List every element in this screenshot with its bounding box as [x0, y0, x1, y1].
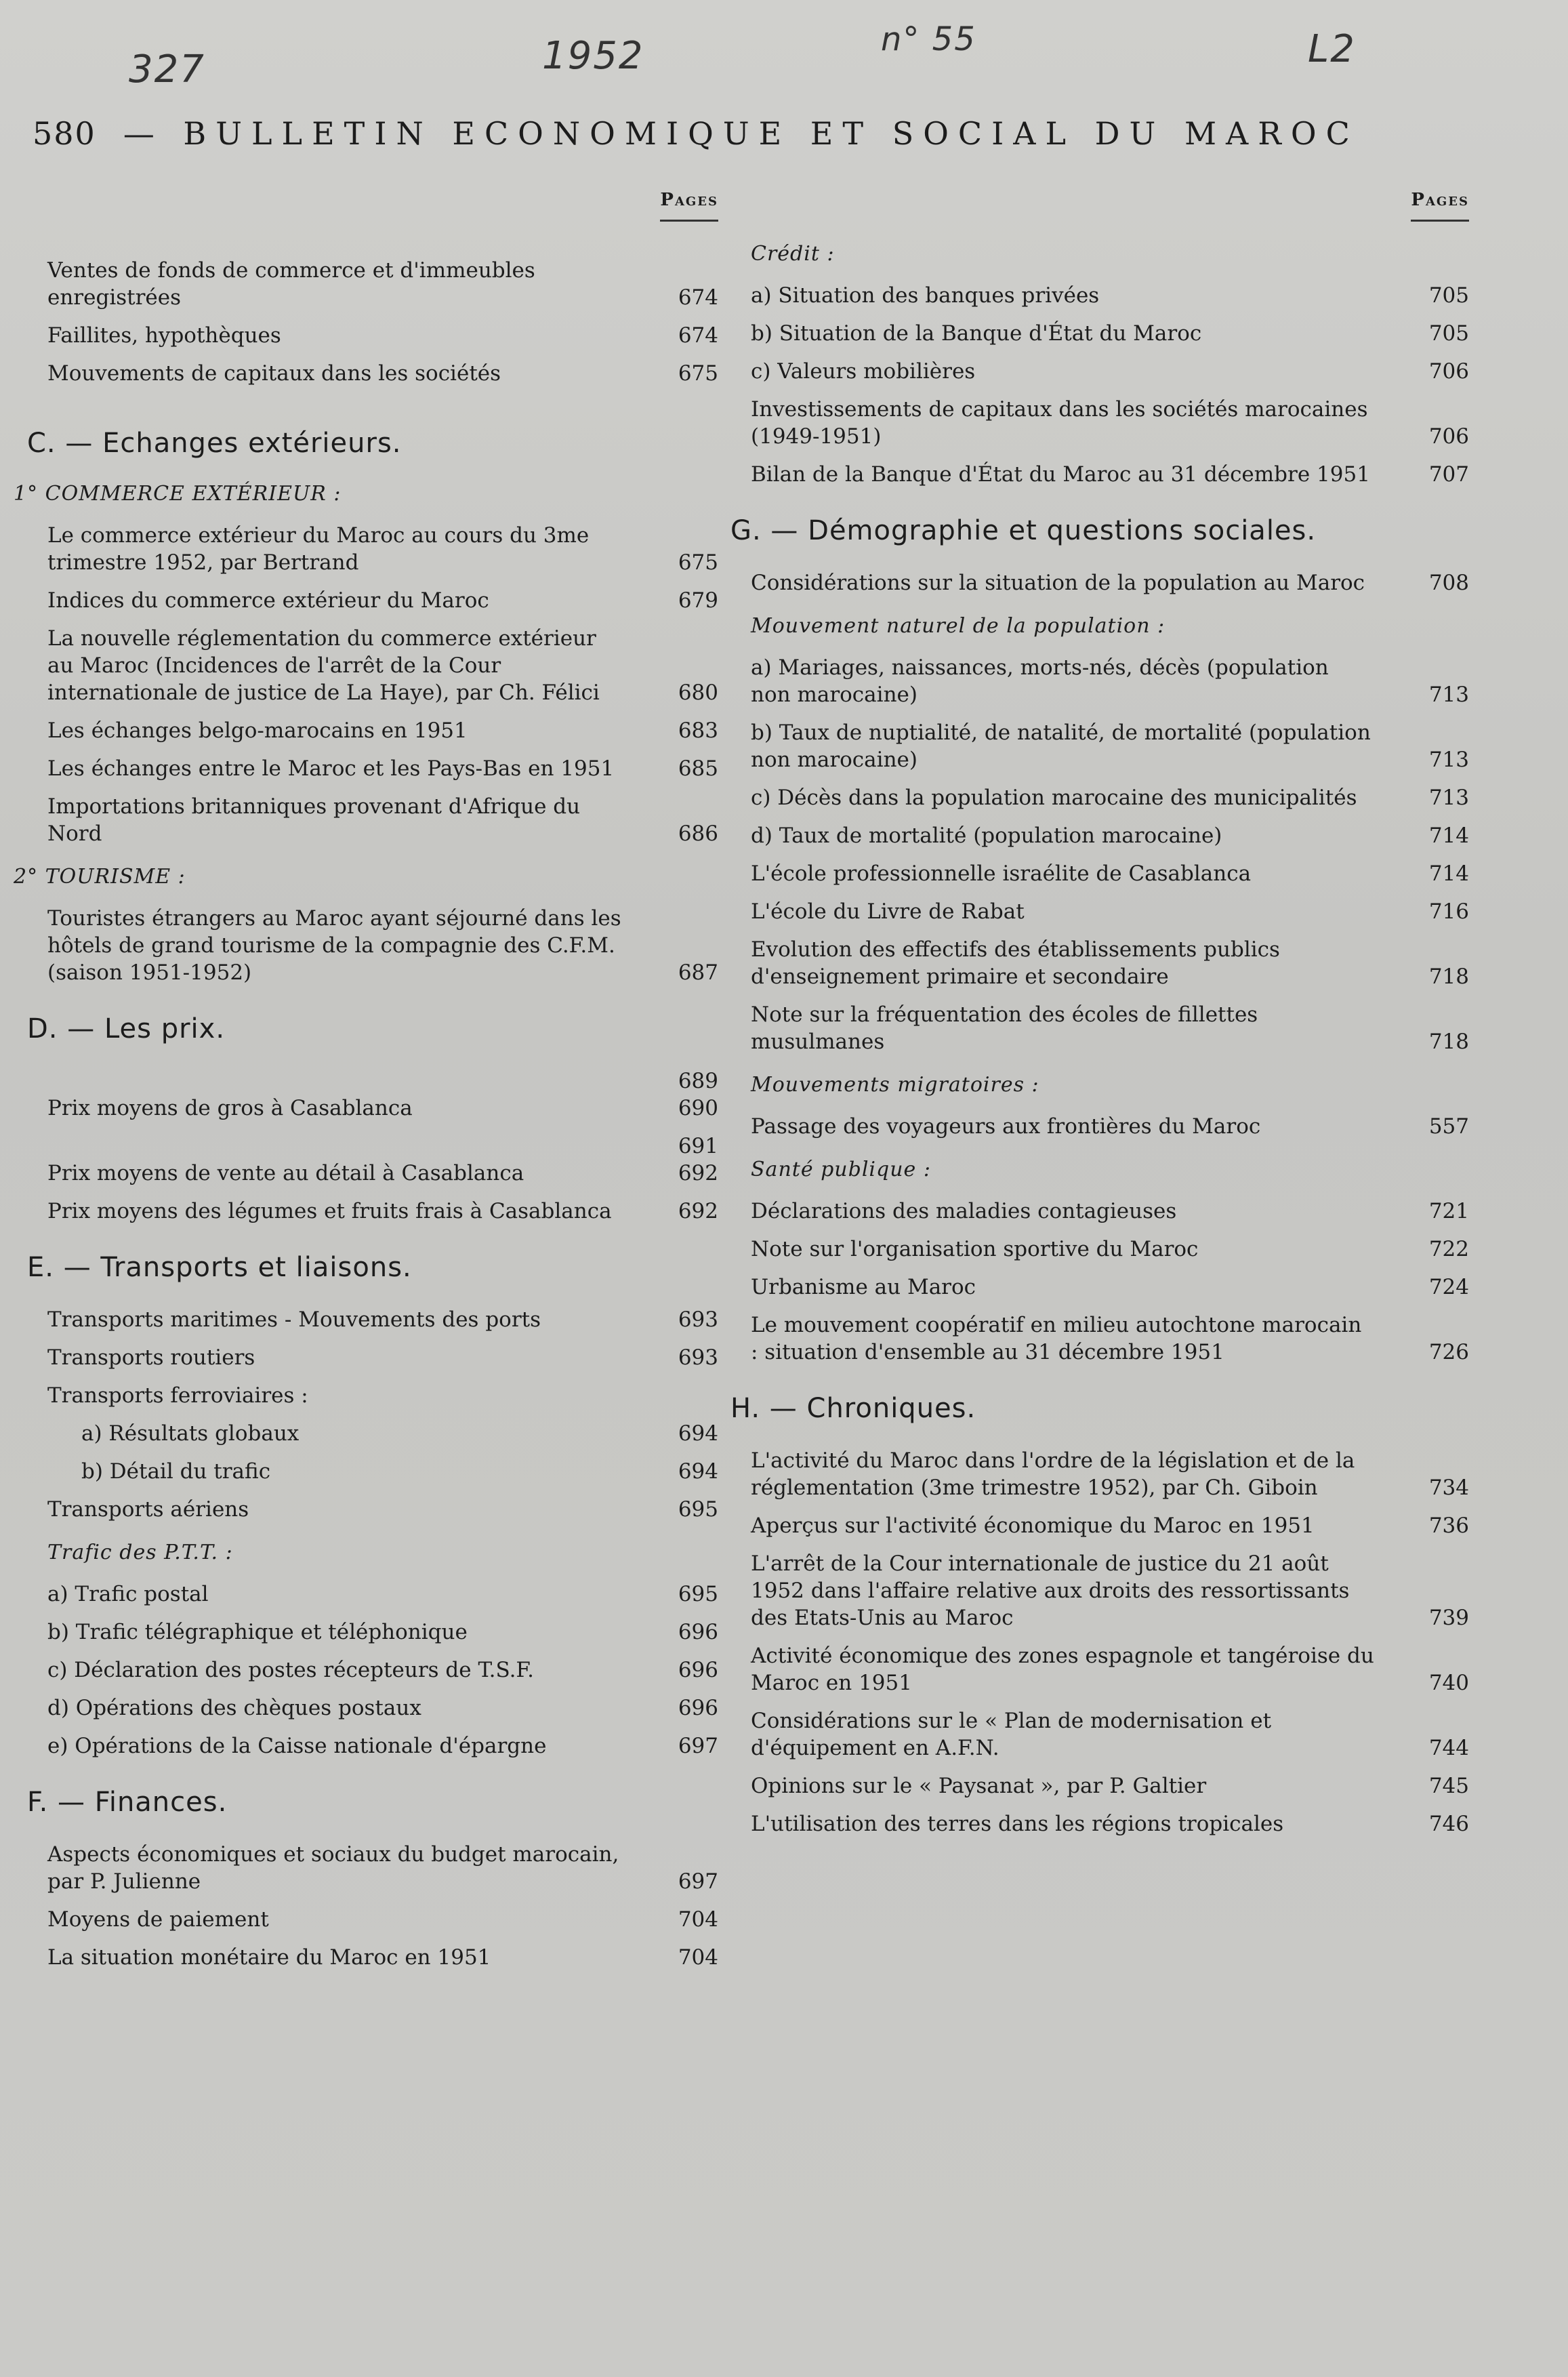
running-header — [33, 115, 1550, 152]
toc-entry: Le mouvement coopératif en milieu autochtone marocain : situation d'ensemble au 31 décembre 1951 726 — [751, 1313, 1469, 1364]
toc-entry: Evolution des effectifs des établissements publics d'enseignement primaire et secondaire 718 — [751, 937, 1469, 989]
toc-entry: Opinions sur le « Paysanat », par P. Galtier 745 — [751, 1774, 1469, 1798]
toc-entry: Urbanisme au Maroc 724 — [751, 1275, 1469, 1299]
journal-title: — BULLETIN ECONOMIQUE ET SOCIAL DU MAROC — [123, 115, 1359, 152]
toc-right-column — [730, 190, 1469, 1848]
toc-entry: Prix moyens des légumes et fruits frais à Casablanca 692 — [47, 1199, 718, 1223]
pages-column-label: Pages — [47, 190, 718, 222]
toc-entry: Les échanges entre le Maroc et les Pays-Bas en 1951 685 — [47, 756, 718, 781]
toc-entry: La nouvelle réglementation du commerce extérieur au Maroc (Incidences de l'arrêt de la Cour internationale de justice de La Haye), par Ch. Félici 680 — [47, 626, 718, 705]
toc-entry: b) Trafic télégraphique et téléphonique 696 — [47, 1620, 718, 1644]
subsection-tourisme: 2° TOURISME : — [14, 865, 186, 889]
subsection-mouvement-naturel: Mouvement naturel de la population : — [751, 614, 1165, 638]
toc-entry: Importations britanniques provenant d'Afrique du Nord 686 — [47, 794, 718, 846]
toc-entry: Prix moyens de gros à Casablanca 689 690 — [47, 1069, 718, 1120]
toc-entry: Considérations sur la situation de la population au Maroc 708 — [751, 571, 1469, 595]
toc-entry: a) Situation des banques privées 705 — [751, 283, 1469, 308]
toc-entry: Prix moyens de vente au détail à Casablanca 691 692 — [47, 1134, 718, 1185]
subsection-ptt: Trafic des P.T.T. : — [47, 1541, 233, 1564]
section-heading-g: G. — Démographie et questions sociales. — [730, 515, 1317, 546]
toc-entry: a) Résultats globaux 694 — [81, 1421, 718, 1446]
toc-entry: b) Détail du trafic 694 — [81, 1459, 718, 1484]
toc-entry: Ventes de fonds de commerce et d'immeubles enregistrées 674 — [47, 258, 718, 310]
toc-entry: La situation monétaire du Maroc en 1951 704 — [47, 1945, 718, 1970]
toc-entry: c) Valeurs mobilières 706 — [751, 359, 1469, 384]
toc-entry: Déclarations des maladies contagieuses 721 — [751, 1199, 1469, 1223]
handwritten-note-2: 1952 — [542, 34, 644, 78]
toc-entry: a) Trafic postal 695 — [47, 1582, 718, 1606]
toc-entry: Note sur la fréquentation des écoles de fillettes musulmanes 718 — [751, 1002, 1469, 1054]
subsection-commerce: 1° COMMERCE EXTÉRIEUR : — [14, 482, 342, 506]
toc-entry: Note sur l'organisation sportive du Maroc 722 — [751, 1237, 1469, 1261]
toc-entry: Transports ferroviaires : — [47, 1383, 308, 1408]
toc-entry: b) Situation de la Banque d'État du Maroc 705 — [751, 321, 1469, 346]
toc-entry: Transports aériens 695 — [47, 1497, 718, 1522]
toc-entry: L'arrêt de la Cour internationale de justice du 21 août 1952 dans l'affaire relative aux droits des ressortissants des Etats-Unis au Maroc 739 — [751, 1551, 1469, 1630]
toc-entry: a) Mariages, naissances, morts-nés, décès (population non marocaine) 713 — [751, 655, 1469, 707]
section-heading-d: D. — Les prix. — [27, 1013, 226, 1044]
toc-entry: d) Taux de mortalité (population marocaine) 714 — [751, 824, 1469, 848]
subsection-migratoires: Mouvements migratoires : — [751, 1073, 1039, 1097]
toc-entry: Touristes étrangers au Maroc ayant séjourné dans les hôtels de grand tourisme de la compagnie des C.F.M. (saison 1951-1952) 687 — [47, 906, 718, 985]
toc-left-column — [14, 190, 718, 1982]
toc-entry: Aspects économiques et sociaux du budget marocain, par P. Julienne 697 — [47, 1842, 718, 1894]
toc-entry: Considérations sur le « Plan de modernisation et d'équipement en A.F.N. 744 — [751, 1709, 1469, 1760]
page-number: 580 — [33, 115, 96, 152]
toc-entry: L'école professionnelle israélite de Casablanca 714 — [751, 861, 1469, 886]
subsection-sante: Santé publique : — [751, 1158, 931, 1181]
toc-entry: d) Opérations des chèques postaux 696 — [47, 1696, 718, 1720]
subsection-credit: Crédit : — [751, 242, 835, 266]
section-heading-c: C. — Echanges extérieurs. — [27, 428, 402, 459]
toc-entry: Le commerce extérieur du Maroc au cours du 3me trimestre 1952, par Bertrand 675 — [47, 523, 718, 575]
section-heading-f: F. — Finances. — [27, 1787, 228, 1818]
section-heading-e: E. — Transports et liaisons. — [27, 1252, 412, 1283]
toc-entry: Transports routiers 693 — [47, 1345, 718, 1370]
toc-entry: L'utilisation des terres dans les régions tropicales 746 — [751, 1812, 1469, 1836]
handwritten-note-4: L2 — [1308, 27, 1356, 71]
handwritten-note-3: n° 55 — [881, 20, 976, 58]
toc-entry: Investissements de capitaux dans les sociétés marocaines (1949-1951) 706 — [751, 397, 1469, 449]
toc-entry: Passage des voyageurs aux frontières du Maroc 557 — [751, 1114, 1469, 1139]
toc-entry: c) Décès dans la population marocaine des municipalités 713 — [751, 786, 1469, 810]
toc-entry: Activité économique des zones espagnole et tangéroise du Maroc en 1951 740 — [751, 1644, 1469, 1695]
toc-entry: Indices du commerce extérieur du Maroc 679 — [47, 588, 718, 613]
toc-entry: Mouvements de capitaux dans les sociétés 675 — [47, 361, 718, 386]
toc-entry: c) Déclaration des postes récepteurs de T.S.F. 696 — [47, 1658, 718, 1682]
handwritten-note-1: 327 — [129, 47, 205, 92]
toc-entry: Faillites, hypothèques 674 — [47, 323, 718, 348]
section-heading-h: H. — Chroniques. — [730, 1393, 976, 1424]
toc-entry: Aperçus sur l'activité économique du Maroc en 1951 736 — [751, 1513, 1469, 1538]
toc-entry: Bilan de la Banque d'État du Maroc au 31 décembre 1951 707 — [751, 462, 1469, 487]
toc-entry: b) Taux de nuptialité, de natalité, de mortalité (population non marocaine) 713 — [751, 720, 1469, 772]
toc-entry: e) Opérations de la Caisse nationale d'épargne 697 — [47, 1734, 718, 1758]
toc-entry: L'école du Livre de Rabat 716 — [751, 899, 1469, 924]
toc-entry: Transports maritimes - Mouvements des ports 693 — [47, 1307, 718, 1332]
toc-entry: Moyens de paiement 704 — [47, 1907, 718, 1932]
toc-entry: L'activité du Maroc dans l'ordre de la législation et de la réglementation (3me trimestre 1952), par Ch. Giboin 734 — [751, 1448, 1469, 1500]
toc-entry: Les échanges belgo-marocains en 1951 683 — [47, 718, 718, 743]
pages-column-label-right: Pages — [751, 190, 1469, 222]
